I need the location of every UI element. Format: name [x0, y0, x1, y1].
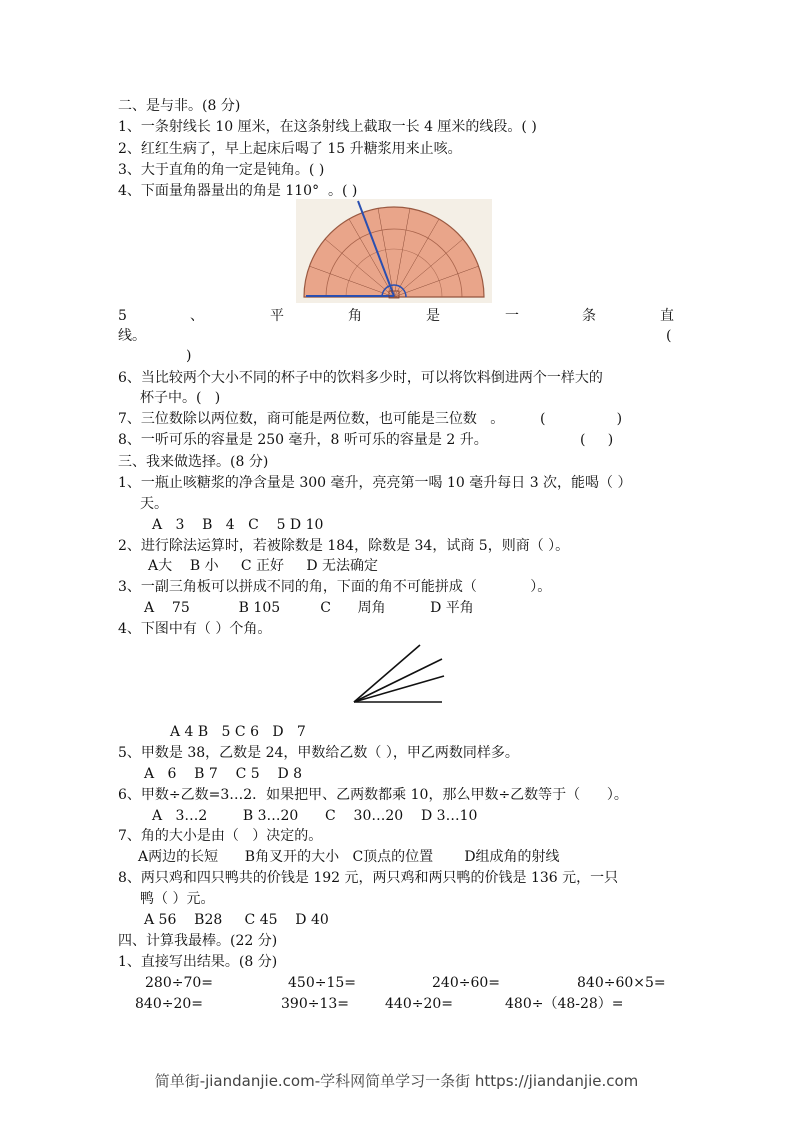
s3-question-5-options: A 6 B 7 C 5 D 8 — [144, 766, 303, 782]
calc-2-4: 480÷（48-28）= — [505, 996, 624, 1012]
s2-question-2: 2、红红生病了，早上起床后喝了 15 升糖浆用来止咳。 — [118, 141, 462, 157]
s3-question-5: 5、甲数是 38，乙数是 24，甲数给乙数（ ），甲乙两数同样多。 — [118, 745, 519, 761]
s2-question-6-line1: 6、当比较两个大小不同的杯子中的饮料多少时，可以将饮料倒进两个一样大的 — [118, 370, 603, 386]
s3-question-1-line2: 天。 — [140, 496, 168, 512]
s2-question-7: 7、三位数除以两位数，商可能是两位数，也可能是三位数 。 — [118, 411, 505, 427]
s2-q5-part-8: 直 — [660, 308, 674, 324]
s3-question-4: 4、下图中有（ ）个角。 — [118, 621, 272, 637]
s3-question-4-options: A 4 B 5 C 6 D 7 — [170, 724, 306, 740]
s2-q5-part-3: 平 — [270, 308, 284, 324]
s2-q5-part-6: 一 — [505, 308, 519, 324]
calc-2-3: 440÷20= — [385, 996, 453, 1012]
s3-question-8-options: A 56 B28 C 45 D 40 — [144, 912, 329, 928]
s2-question-8: 8、一听可乐的容量是 250 毫升，8 听可乐的容量是 2 升。 — [118, 432, 488, 448]
s2-question-7-paren: ( ) — [540, 411, 623, 427]
s3-question-1-options: A 3 B 4 C 5 D 10 — [152, 517, 324, 533]
s3-question-2-options: A大 B 小 C 正好 D 无法确定 — [148, 558, 378, 574]
s3-question-3: 3、一副三角板可以拼成不同的角，下面的角不可能拼成（ ）。 — [118, 579, 552, 595]
s3-question-6-options: A 3…2 B 3…20 C 30…20 D 3…10 — [152, 808, 478, 824]
s3-question-3-options: A 75 B 105 C 周角 D 平角 — [144, 600, 474, 616]
calc-2-2: 390÷13= — [281, 996, 349, 1012]
s2-q5-paren-close: ) — [186, 348, 192, 364]
s2-q5-line2: 线。 — [118, 328, 146, 344]
s4-sub-1: 1、直接写出结果。(8 分) — [118, 954, 278, 970]
s2-q5-part-7: 条 — [582, 308, 596, 324]
s2-question-8-paren: ( ) — [580, 432, 614, 448]
s2-q5-part-4: 角 — [348, 308, 362, 324]
section2-title: 二、是与非。(8 分) — [118, 98, 241, 114]
rays — [354, 645, 444, 702]
footer-watermark: 简单街-jiandanjie.com-学科网简单学习一条街 https://jiandanjie.com — [154, 1072, 639, 1090]
calc-1-3: 240÷60= — [432, 975, 500, 991]
calc-1-4: 840÷60×5= — [577, 975, 666, 991]
s2-q5-part-1: 5 — [118, 308, 127, 324]
s2-question-3: 3、大于直角的角一定是钝角。( ) — [118, 162, 325, 178]
calc-2-1: 840÷20= — [135, 996, 203, 1012]
s2-question-6-line2: 杯子中。( ) — [140, 390, 221, 406]
calc-1-2: 450÷15= — [288, 975, 356, 991]
section4-title: 四、计算我最棒。(22 分) — [118, 933, 278, 949]
s2-q5-part-5: 是 — [426, 308, 440, 324]
calc-1-1: 280÷70= — [145, 975, 213, 991]
s3-question-6: 6、甲数÷乙数=3…2．如果把甲、乙两数都乘 10，那么甲数÷乙数等于（ ）。 — [118, 787, 628, 803]
s2-question-1: 1、一条射线长 10 厘米，在这条射线上截取一长 4 厘米的线段。( ) — [118, 119, 537, 135]
s3-question-8-line2: 鸭（ ）元。 — [140, 891, 215, 907]
section3-title: 三、我来做选择。(8 分) — [118, 454, 269, 470]
s3-question-7-options: A两边的长短 B角叉开的大小 C顶点的位置 D组成角的射线 — [138, 849, 560, 865]
ray-1 — [354, 645, 420, 702]
protractor-figure — [296, 199, 492, 303]
s2-q5-part-2: 、 — [190, 308, 204, 324]
s2-question-4: 4、下面量角器量出的角是 110° 。( ) — [118, 183, 358, 199]
s3-question-8-line1: 8、两只鸡和四只鸭共的价钱是 192 元，两只鸡和两只鸭的价钱是 136 元，一只 — [118, 870, 619, 886]
s3-question-7: 7、角的大小是由（ ）决定的。 — [118, 828, 323, 844]
angle-rays-figure — [350, 642, 450, 706]
s3-question-2: 2、进行除法运算时，若被除数是 184，除数是 34，试商 5，则商（ ）。 — [118, 538, 570, 554]
s2-q5-paren-open: ( — [666, 328, 672, 344]
s3-question-1-line1: 1、一瓶止咳糖浆的净含量是 300 毫升，亮亮第一喝 10 毫升每日 3 次，能喝（ ） — [118, 475, 632, 491]
